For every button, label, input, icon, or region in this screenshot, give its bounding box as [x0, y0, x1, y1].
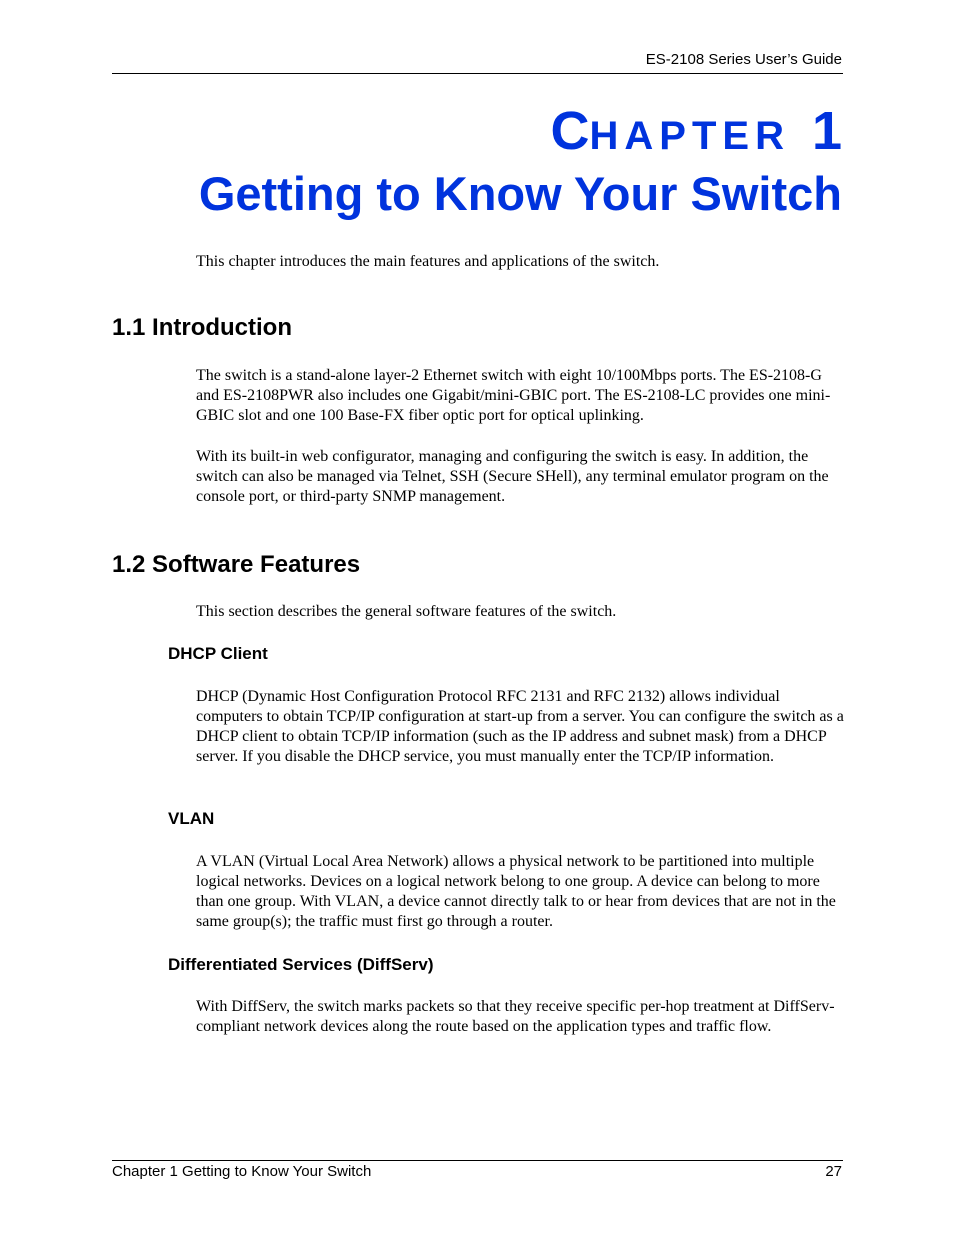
chapter-number: 1: [811, 101, 842, 161]
software-features-paragraph: This section describes the general software features of the switch.: [196, 603, 617, 620]
subsection-heading-vlan: VLAN: [168, 809, 215, 828]
section-heading-introduction: 1.1 Introduction: [112, 314, 292, 341]
dhcp-client-paragraph: DHCP (Dynamic Host Configuration Protocol RFC 2131 and RFC 2132) allows individual computers to obtain TCP/IP configuration at start-up from a server. You can configure the switch as a DHCP client to obtain TCP/IP information (such as the IP address and subnet mask) from a DHCP server. If you disable the DHCP service, you must manually enter the TCP/IP information.: [196, 688, 844, 765]
subsection-heading-diffserv: Differentiated Services (DiffServ): [168, 955, 434, 974]
chapter-label-initial: C: [550, 101, 590, 161]
introduction-paragraph-1: The switch is a stand-alone layer-2 Ethernet switch with eight 10/100Mbps ports. The ES-2108-G and ES-2108PWR also includes one Gigabit/mini-GBIC port. The ES-2108-LC provides one mini-GBIC slot and one 100 Base-FX fiber optic port for optical uplinking.: [196, 367, 831, 424]
footer-rule: [112, 1160, 843, 1161]
chapter-label-rest: HAPTER: [589, 114, 790, 158]
section-heading-software-features: 1.2 Software Features: [112, 551, 361, 578]
diffserv-paragraph: With DiffServ, the switch marks packets so that they receive specific per-hop treatment at DiffServ-compliant network devices along the route based on the application types and traffic flow.: [196, 998, 835, 1035]
chapter-title: Getting to Know Your Switch: [198, 167, 842, 220]
subsection-heading-dhcp-client: DHCP Client: [168, 644, 268, 663]
page-number: 27: [825, 1163, 842, 1180]
footer-chapter-reference: Chapter 1 Getting to Know Your Switch: [112, 1163, 372, 1180]
header-rule: [112, 73, 843, 74]
introduction-paragraph-2: With its built-in web configurator, managing and configuring the switch is easy. In addition, the switch can also be managed via Telnet, SSH (Secure SHell), any terminal emulator program on the console port, or third-party SNMP management.: [196, 448, 829, 505]
running-header: ES-2108 Series User’s Guide: [645, 51, 842, 68]
vlan-paragraph: A VLAN (Virtual Local Area Network) allows a physical network to be partitioned into multiple logical networks. Devices on a logical network belong to one group. A device can belong to more than one group. With VLAN, a device cannot directly talk to or hear from devices that are not in the same group(s); the traffic must first go through a router.: [196, 853, 836, 930]
chapter-intro-paragraph: This chapter introduces the main features and applications of the switch.: [196, 253, 660, 270]
